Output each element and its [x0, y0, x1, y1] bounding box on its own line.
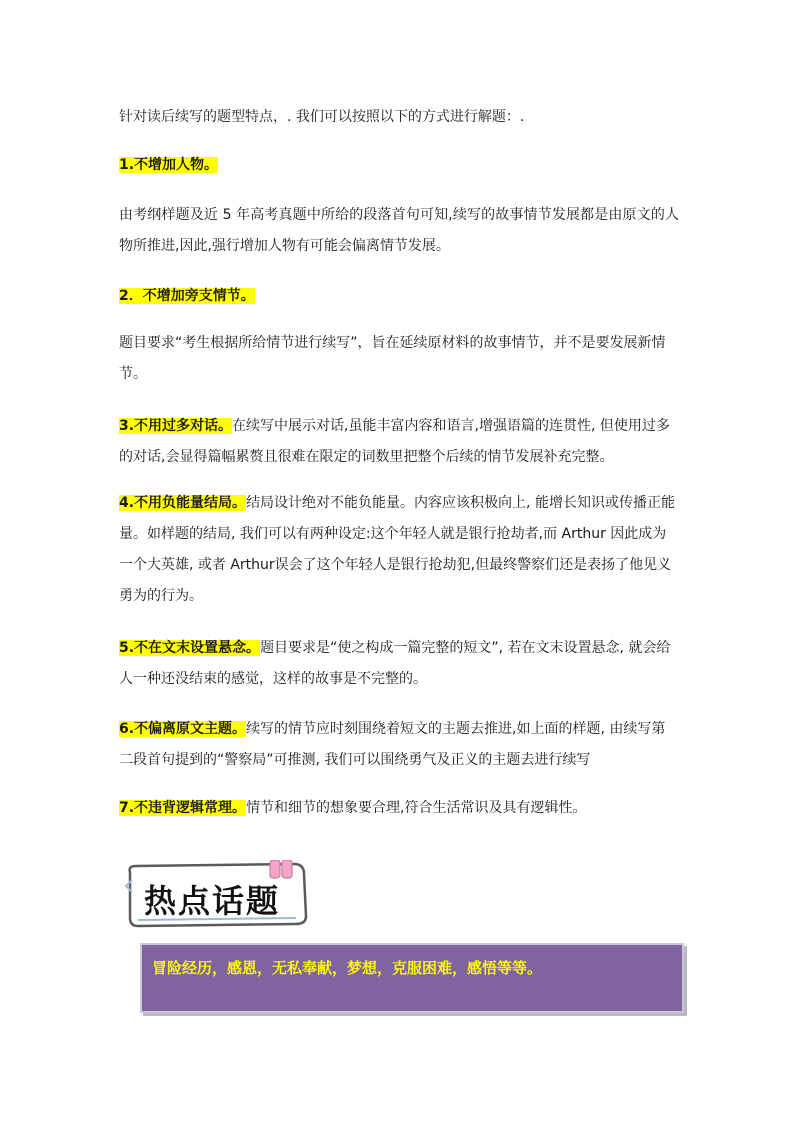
point-2-heading: 2．不增加旁支情节。 [119, 288, 255, 304]
point-1-body: 由考纲样题及近 5 年高考真题中所给的段落首句可知,续写的故事情节发展都是由原文的人物所推进,因此,强行增加人物有可能会偏离情节发展。 [119, 207, 679, 254]
point-5-body: 题目要求是“使之构成一篇完整的短文”, 若在文末设置悬念, 就会给人一种还没结束的感觉，这样的故事是不完整的。 [119, 640, 671, 687]
point-7-heading: 7.不违背逻辑常理。 [119, 800, 247, 816]
point-6-heading: 6.不偏离原文主题。 [119, 721, 247, 737]
point-6-paragraph [119, 714, 679, 776]
point-7-paragraph [119, 795, 679, 821]
point-6-body: 续写的情节应时刻围绕着短文的主题去推进,如上面的样题, 由续写第二段首句提到的“警察局”可推测, 我们可以围绕勇气及正义的主题去进行续写 [119, 721, 666, 768]
hot-topic-content: 冒险经历，感恩，无私奉献，梦想，克服困难，感悟等等。 [152, 959, 543, 977]
hot-topic-title: 热点话题 [144, 882, 281, 920]
hot-topic-box [140, 943, 684, 1013]
point-1-heading-line [119, 152, 679, 178]
point-1-heading: 1.不增加人物。 [119, 157, 219, 173]
point-3-paragraph [119, 411, 679, 473]
point-3-body: 在续写中展示对话,虽能丰富内容和语言,增强语篇的连贯性, 但使用过多的对话,会显得篇幅累赘且很难在限定的词数里把整个后续的情节发展补充完整。 [119, 418, 670, 465]
point-2-heading-line [119, 283, 679, 309]
point-2-body: 题目要求“考生根据所给情节进行续写”，旨在延续原材料的故事情节，并不是要发展新情节。 [119, 335, 666, 382]
hot-topic-badge [124, 860, 310, 928]
point-3-heading: 3.不用过多对话。 [119, 418, 233, 434]
point-4-body: 结局设计绝对不能负能量。内容应该积极向上, 能增长知识或传播正能量。如样题的结局, 我们可以有两种设定:这个年轻人就是银行抢劫者,而 Arthur 因此成为一个大英雄, 或者 Arthur误会了这个年轻人是银行抢劫犯,但最终警察们还是表扬了他见义勇为的行为。 [119, 495, 675, 604]
intro-text: 针对读后续写的题型特点，. 我们可以按照以下的方式进行解题：. [119, 109, 525, 125]
point-5-paragraph [119, 633, 679, 695]
point-4-paragraph [119, 488, 679, 612]
point-5-heading: 5.不在文末设置悬念。 [119, 640, 261, 656]
point-7-body: 情节和细节的想象要合理,符合生活常识及具有逻辑性。 [246, 800, 587, 816]
point-4-heading: 4.不用负能量结局。 [119, 495, 247, 511]
